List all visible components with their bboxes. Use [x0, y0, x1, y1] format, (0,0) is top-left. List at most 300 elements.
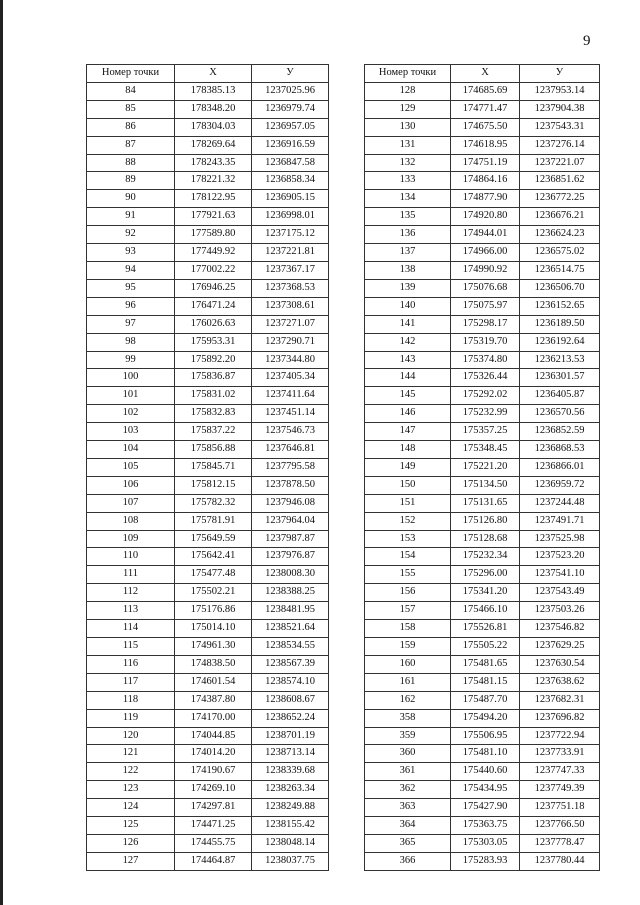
y-coordinate-cell: 1236405.87 — [520, 387, 600, 405]
x-coordinate-cell: 177002.22 — [175, 261, 252, 279]
point-number-cell: 366 — [365, 852, 451, 870]
header-point-number: Номер точки — [87, 65, 175, 83]
table-row — [365, 494, 600, 512]
header-y: У — [520, 65, 600, 83]
point-number-cell: 361 — [365, 763, 451, 781]
point-number-cell: 158 — [365, 620, 451, 638]
table-body-left — [87, 82, 329, 870]
x-coordinate-cell: 175856.88 — [175, 441, 252, 459]
y-coordinate-cell: 1237367.17 — [252, 261, 329, 279]
point-number-cell: 89 — [87, 172, 175, 190]
table-row — [87, 118, 329, 136]
x-coordinate-cell: 174675.50 — [451, 118, 520, 136]
y-coordinate-cell: 1237964.04 — [252, 512, 329, 530]
table-row — [365, 423, 600, 441]
x-coordinate-cell: 175812.15 — [175, 476, 252, 494]
y-coordinate-cell: 1238652.24 — [252, 709, 329, 727]
x-coordinate-cell: 174966.00 — [451, 244, 520, 262]
y-coordinate-cell: 1236514.75 — [520, 261, 600, 279]
y-coordinate-cell: 1237747.33 — [520, 763, 600, 781]
y-coordinate-cell: 1237411.64 — [252, 387, 329, 405]
x-coordinate-cell: 175836.87 — [175, 369, 252, 387]
table-row — [365, 333, 600, 351]
point-number-cell: 85 — [87, 100, 175, 118]
x-coordinate-cell: 178122.95 — [175, 190, 252, 208]
header-point-number: Номер точки — [365, 65, 451, 83]
y-coordinate-cell: 1237546.82 — [520, 620, 600, 638]
point-number-cell: 120 — [87, 727, 175, 745]
x-coordinate-cell: 175481.10 — [451, 745, 520, 763]
x-coordinate-cell: 178243.35 — [175, 154, 252, 172]
y-coordinate-cell: 1237244.48 — [520, 494, 600, 512]
y-coordinate-cell: 1237749.39 — [520, 781, 600, 799]
table-row — [365, 548, 600, 566]
table-row — [87, 781, 329, 799]
point-number-cell: 86 — [87, 118, 175, 136]
x-coordinate-cell: 175837.22 — [175, 423, 252, 441]
point-number-cell: 98 — [87, 333, 175, 351]
x-coordinate-cell: 175176.86 — [175, 602, 252, 620]
x-coordinate-cell: 176026.63 — [175, 315, 252, 333]
x-coordinate-cell: 175357.25 — [451, 423, 520, 441]
x-coordinate-cell: 174471.25 — [175, 817, 252, 835]
x-coordinate-cell: 177589.80 — [175, 226, 252, 244]
y-coordinate-cell: 1237987.87 — [252, 530, 329, 548]
table-row — [87, 441, 329, 459]
x-coordinate-cell: 175374.80 — [451, 351, 520, 369]
y-coordinate-cell: 1236866.01 — [520, 458, 600, 476]
point-number-cell: 104 — [87, 441, 175, 459]
point-number-cell: 130 — [365, 118, 451, 136]
point-number-cell: 365 — [365, 834, 451, 852]
point-number-cell: 360 — [365, 745, 451, 763]
table-row — [87, 494, 329, 512]
table-row — [365, 673, 600, 691]
y-coordinate-cell: 1236998.01 — [252, 208, 329, 226]
table-row — [365, 817, 600, 835]
x-coordinate-cell: 176946.25 — [175, 279, 252, 297]
table-row — [365, 638, 600, 656]
x-coordinate-cell: 175131.65 — [451, 494, 520, 512]
table-row — [87, 584, 329, 602]
x-coordinate-cell: 174864.16 — [451, 172, 520, 190]
table-row — [365, 226, 600, 244]
table-row — [87, 799, 329, 817]
table-row — [365, 279, 600, 297]
point-number-cell: 156 — [365, 584, 451, 602]
point-number-cell: 84 — [87, 82, 175, 100]
point-number-cell: 106 — [87, 476, 175, 494]
y-coordinate-cell: 1238574.10 — [252, 673, 329, 691]
y-coordinate-cell: 1237638.62 — [520, 673, 600, 691]
y-coordinate-cell: 1237696.82 — [520, 709, 600, 727]
table-row — [365, 691, 600, 709]
y-coordinate-cell: 1238521.64 — [252, 620, 329, 638]
table-row — [87, 602, 329, 620]
y-coordinate-cell: 1237904.38 — [520, 100, 600, 118]
table-row — [365, 154, 600, 172]
point-number-cell: 161 — [365, 673, 451, 691]
x-coordinate-cell: 174014.20 — [175, 745, 252, 763]
table-row — [87, 208, 329, 226]
x-coordinate-cell: 175076.68 — [451, 279, 520, 297]
y-coordinate-cell: 1236192.64 — [520, 333, 600, 351]
y-coordinate-cell: 1236957.05 — [252, 118, 329, 136]
y-coordinate-cell: 1237175.12 — [252, 226, 329, 244]
x-coordinate-cell: 178269.64 — [175, 136, 252, 154]
x-coordinate-cell: 174464.87 — [175, 852, 252, 870]
table-row — [87, 673, 329, 691]
x-coordinate-cell: 175477.48 — [175, 566, 252, 584]
point-number-cell: 364 — [365, 817, 451, 835]
table-row — [87, 512, 329, 530]
table-row — [365, 118, 600, 136]
x-coordinate-cell: 174455.75 — [175, 834, 252, 852]
table-row — [87, 655, 329, 673]
table-row — [365, 136, 600, 154]
table-row — [365, 190, 600, 208]
point-number-cell: 132 — [365, 154, 451, 172]
point-number-cell: 133 — [365, 172, 451, 190]
table-header-row — [365, 65, 600, 83]
y-coordinate-cell: 1237780.44 — [520, 852, 600, 870]
x-coordinate-cell: 178385.13 — [175, 82, 252, 100]
table-row — [87, 566, 329, 584]
table-row — [365, 727, 600, 745]
table-row — [365, 763, 600, 781]
y-coordinate-cell: 1237523.20 — [520, 548, 600, 566]
x-coordinate-cell: 174269.10 — [175, 781, 252, 799]
y-coordinate-cell: 1236575.02 — [520, 244, 600, 262]
point-number-cell: 153 — [365, 530, 451, 548]
y-coordinate-cell: 1236868.53 — [520, 441, 600, 459]
table-row — [87, 405, 329, 423]
table-row — [365, 208, 600, 226]
point-number-cell: 102 — [87, 405, 175, 423]
x-coordinate-cell: 175075.97 — [451, 297, 520, 315]
x-coordinate-cell: 175526.81 — [451, 620, 520, 638]
y-coordinate-cell: 1236570.56 — [520, 405, 600, 423]
x-coordinate-cell: 174838.50 — [175, 655, 252, 673]
point-number-cell: 362 — [365, 781, 451, 799]
point-number-cell: 150 — [365, 476, 451, 494]
table-row — [365, 852, 600, 870]
x-coordinate-cell: 175832.83 — [175, 405, 252, 423]
table-row — [87, 548, 329, 566]
y-coordinate-cell: 1236189.50 — [520, 315, 600, 333]
point-number-cell: 162 — [365, 691, 451, 709]
y-coordinate-cell: 1236152.65 — [520, 297, 600, 315]
table-row — [365, 315, 600, 333]
point-number-cell: 358 — [365, 709, 451, 727]
x-coordinate-cell: 174961.30 — [175, 638, 252, 656]
y-coordinate-cell: 1238249.88 — [252, 799, 329, 817]
point-number-cell: 107 — [87, 494, 175, 512]
point-number-cell: 95 — [87, 279, 175, 297]
x-coordinate-cell: 175326.44 — [451, 369, 520, 387]
table-row — [365, 387, 600, 405]
y-coordinate-cell: 1237946.08 — [252, 494, 329, 512]
y-coordinate-cell: 1236852.59 — [520, 423, 600, 441]
table-body-right — [365, 82, 600, 870]
point-number-cell: 136 — [365, 226, 451, 244]
x-coordinate-cell: 174920.80 — [451, 208, 520, 226]
x-coordinate-cell: 175845.71 — [175, 458, 252, 476]
table-row — [87, 136, 329, 154]
point-number-cell: 90 — [87, 190, 175, 208]
x-coordinate-cell: 175481.65 — [451, 655, 520, 673]
point-number-cell: 154 — [365, 548, 451, 566]
point-number-cell: 147 — [365, 423, 451, 441]
table-row — [365, 100, 600, 118]
x-coordinate-cell: 175440.60 — [451, 763, 520, 781]
x-coordinate-cell: 175014.10 — [175, 620, 252, 638]
point-number-cell: 103 — [87, 423, 175, 441]
y-coordinate-cell: 1236506.70 — [520, 279, 600, 297]
point-number-cell: 116 — [87, 655, 175, 673]
point-number-cell: 129 — [365, 100, 451, 118]
point-number-cell: 155 — [365, 566, 451, 584]
x-coordinate-cell: 177449.92 — [175, 244, 252, 262]
table-row — [87, 279, 329, 297]
y-coordinate-cell: 1236847.58 — [252, 154, 329, 172]
x-coordinate-cell: 175348.45 — [451, 441, 520, 459]
table-row — [365, 655, 600, 673]
point-number-cell: 112 — [87, 584, 175, 602]
point-number-cell: 113 — [87, 602, 175, 620]
table-row — [87, 458, 329, 476]
y-coordinate-cell: 1236624.23 — [520, 226, 600, 244]
point-number-cell: 141 — [365, 315, 451, 333]
point-number-cell: 115 — [87, 638, 175, 656]
point-number-cell: 145 — [365, 387, 451, 405]
point-number-cell: 111 — [87, 566, 175, 584]
table-row — [365, 745, 600, 763]
coordinates-table-left — [86, 64, 329, 871]
y-coordinate-cell: 1236301.57 — [520, 369, 600, 387]
table-row — [365, 405, 600, 423]
x-coordinate-cell: 175466.10 — [451, 602, 520, 620]
point-number-cell: 144 — [365, 369, 451, 387]
point-number-cell: 100 — [87, 369, 175, 387]
y-coordinate-cell: 1237878.50 — [252, 476, 329, 494]
point-number-cell: 138 — [365, 261, 451, 279]
y-coordinate-cell: 1236959.72 — [520, 476, 600, 494]
point-number-cell: 105 — [87, 458, 175, 476]
x-coordinate-cell: 175953.31 — [175, 333, 252, 351]
x-coordinate-cell: 175502.21 — [175, 584, 252, 602]
table-row — [365, 261, 600, 279]
table-row — [87, 834, 329, 852]
table-row — [365, 584, 600, 602]
point-number-cell: 91 — [87, 208, 175, 226]
table-row — [87, 154, 329, 172]
x-coordinate-cell: 175434.95 — [451, 781, 520, 799]
x-coordinate-cell: 174044.85 — [175, 727, 252, 745]
table-row — [87, 423, 329, 441]
point-number-cell: 93 — [87, 244, 175, 262]
x-coordinate-cell: 175303.05 — [451, 834, 520, 852]
y-coordinate-cell: 1237221.81 — [252, 244, 329, 262]
point-number-cell: 122 — [87, 763, 175, 781]
y-coordinate-cell: 1238388.25 — [252, 584, 329, 602]
point-number-cell: 135 — [365, 208, 451, 226]
y-coordinate-cell: 1237766.50 — [520, 817, 600, 835]
y-coordinate-cell: 1236916.59 — [252, 136, 329, 154]
y-coordinate-cell: 1237221.07 — [520, 154, 600, 172]
x-coordinate-cell: 174297.81 — [175, 799, 252, 817]
x-coordinate-cell: 175283.93 — [451, 852, 520, 870]
y-coordinate-cell: 1237543.49 — [520, 584, 600, 602]
table-row — [87, 190, 329, 208]
point-number-cell: 152 — [365, 512, 451, 530]
y-coordinate-cell: 1237541.10 — [520, 566, 600, 584]
y-coordinate-cell: 1237451.14 — [252, 405, 329, 423]
y-coordinate-cell: 1237953.14 — [520, 82, 600, 100]
y-coordinate-cell: 1236979.74 — [252, 100, 329, 118]
point-number-cell: 109 — [87, 530, 175, 548]
point-number-cell: 363 — [365, 799, 451, 817]
y-coordinate-cell: 1237308.61 — [252, 297, 329, 315]
point-number-cell: 146 — [365, 405, 451, 423]
x-coordinate-cell: 175649.59 — [175, 530, 252, 548]
x-coordinate-cell: 175782.32 — [175, 494, 252, 512]
table-header-row — [87, 65, 329, 83]
table-row — [87, 172, 329, 190]
point-number-cell: 143 — [365, 351, 451, 369]
table-row — [87, 333, 329, 351]
y-coordinate-cell: 1237491.71 — [520, 512, 600, 530]
point-number-cell: 148 — [365, 441, 451, 459]
x-coordinate-cell: 175481.15 — [451, 673, 520, 691]
table-row — [365, 709, 600, 727]
y-coordinate-cell: 1237368.53 — [252, 279, 329, 297]
y-coordinate-cell: 1237722.94 — [520, 727, 600, 745]
y-coordinate-cell: 1237344.80 — [252, 351, 329, 369]
table-row — [87, 530, 329, 548]
y-coordinate-cell: 1237025.96 — [252, 82, 329, 100]
table-row — [365, 172, 600, 190]
y-coordinate-cell: 1237646.81 — [252, 441, 329, 459]
table-row — [87, 226, 329, 244]
point-number-cell: 110 — [87, 548, 175, 566]
point-number-cell: 92 — [87, 226, 175, 244]
point-number-cell: 159 — [365, 638, 451, 656]
point-number-cell: 127 — [87, 852, 175, 870]
y-coordinate-cell: 1236772.25 — [520, 190, 600, 208]
table-row — [87, 638, 329, 656]
x-coordinate-cell: 174601.54 — [175, 673, 252, 691]
point-number-cell: 97 — [87, 315, 175, 333]
table-row — [87, 691, 329, 709]
y-coordinate-cell: 1238155.42 — [252, 817, 329, 835]
point-number-cell: 160 — [365, 655, 451, 673]
point-number-cell: 119 — [87, 709, 175, 727]
point-number-cell: 99 — [87, 351, 175, 369]
coordinates-table-right — [364, 64, 600, 871]
x-coordinate-cell: 175487.70 — [451, 691, 520, 709]
x-coordinate-cell: 174944.01 — [451, 226, 520, 244]
table-row — [365, 297, 600, 315]
table-row — [87, 261, 329, 279]
scan-edge — [0, 0, 3, 905]
point-number-cell: 118 — [87, 691, 175, 709]
point-number-cell: 142 — [365, 333, 451, 351]
point-number-cell: 101 — [87, 387, 175, 405]
y-coordinate-cell: 1237525.98 — [520, 530, 600, 548]
table-row — [87, 297, 329, 315]
table-row — [365, 82, 600, 100]
point-number-cell: 94 — [87, 261, 175, 279]
point-number-cell: 108 — [87, 512, 175, 530]
x-coordinate-cell: 177921.63 — [175, 208, 252, 226]
y-coordinate-cell: 1238037.75 — [252, 852, 329, 870]
table-row — [87, 763, 329, 781]
table-row — [365, 620, 600, 638]
point-number-cell: 140 — [365, 297, 451, 315]
x-coordinate-cell: 175319.70 — [451, 333, 520, 351]
table-row — [87, 315, 329, 333]
point-number-cell: 128 — [365, 82, 451, 100]
y-coordinate-cell: 1237778.47 — [520, 834, 600, 852]
y-coordinate-cell: 1238048.14 — [252, 834, 329, 852]
x-coordinate-cell: 175427.90 — [451, 799, 520, 817]
y-coordinate-cell: 1236905.15 — [252, 190, 329, 208]
x-coordinate-cell: 175892.20 — [175, 351, 252, 369]
x-coordinate-cell: 178221.32 — [175, 172, 252, 190]
y-coordinate-cell: 1238263.34 — [252, 781, 329, 799]
y-coordinate-cell: 1237276.14 — [520, 136, 600, 154]
point-number-cell: 121 — [87, 745, 175, 763]
table-row — [87, 620, 329, 638]
table-row — [365, 244, 600, 262]
point-number-cell: 114 — [87, 620, 175, 638]
y-coordinate-cell: 1237795.58 — [252, 458, 329, 476]
y-coordinate-cell: 1237733.91 — [520, 745, 600, 763]
x-coordinate-cell: 175232.99 — [451, 405, 520, 423]
point-number-cell: 139 — [365, 279, 451, 297]
table-row — [365, 602, 600, 620]
y-coordinate-cell: 1237271.07 — [252, 315, 329, 333]
point-number-cell: 131 — [365, 136, 451, 154]
y-coordinate-cell: 1238008.30 — [252, 566, 329, 584]
point-number-cell: 96 — [87, 297, 175, 315]
point-number-cell: 359 — [365, 727, 451, 745]
y-coordinate-cell: 1238608.67 — [252, 691, 329, 709]
table-row — [87, 244, 329, 262]
y-coordinate-cell: 1237405.34 — [252, 369, 329, 387]
x-coordinate-cell: 174990.92 — [451, 261, 520, 279]
y-coordinate-cell: 1238481.95 — [252, 602, 329, 620]
y-coordinate-cell: 1237682.31 — [520, 691, 600, 709]
x-coordinate-cell: 175642.41 — [175, 548, 252, 566]
header-y: У — [252, 65, 329, 83]
table-row — [365, 566, 600, 584]
y-coordinate-cell: 1236213.53 — [520, 351, 600, 369]
point-number-cell: 123 — [87, 781, 175, 799]
table-row — [365, 458, 600, 476]
x-coordinate-cell: 175292.02 — [451, 387, 520, 405]
y-coordinate-cell: 1238567.39 — [252, 655, 329, 673]
y-coordinate-cell: 1238534.55 — [252, 638, 329, 656]
table-row — [87, 852, 329, 870]
table-row — [87, 387, 329, 405]
x-coordinate-cell: 175505.22 — [451, 638, 520, 656]
x-coordinate-cell: 175363.75 — [451, 817, 520, 835]
y-coordinate-cell: 1236858.34 — [252, 172, 329, 190]
x-coordinate-cell: 175341.20 — [451, 584, 520, 602]
y-coordinate-cell: 1238339.68 — [252, 763, 329, 781]
